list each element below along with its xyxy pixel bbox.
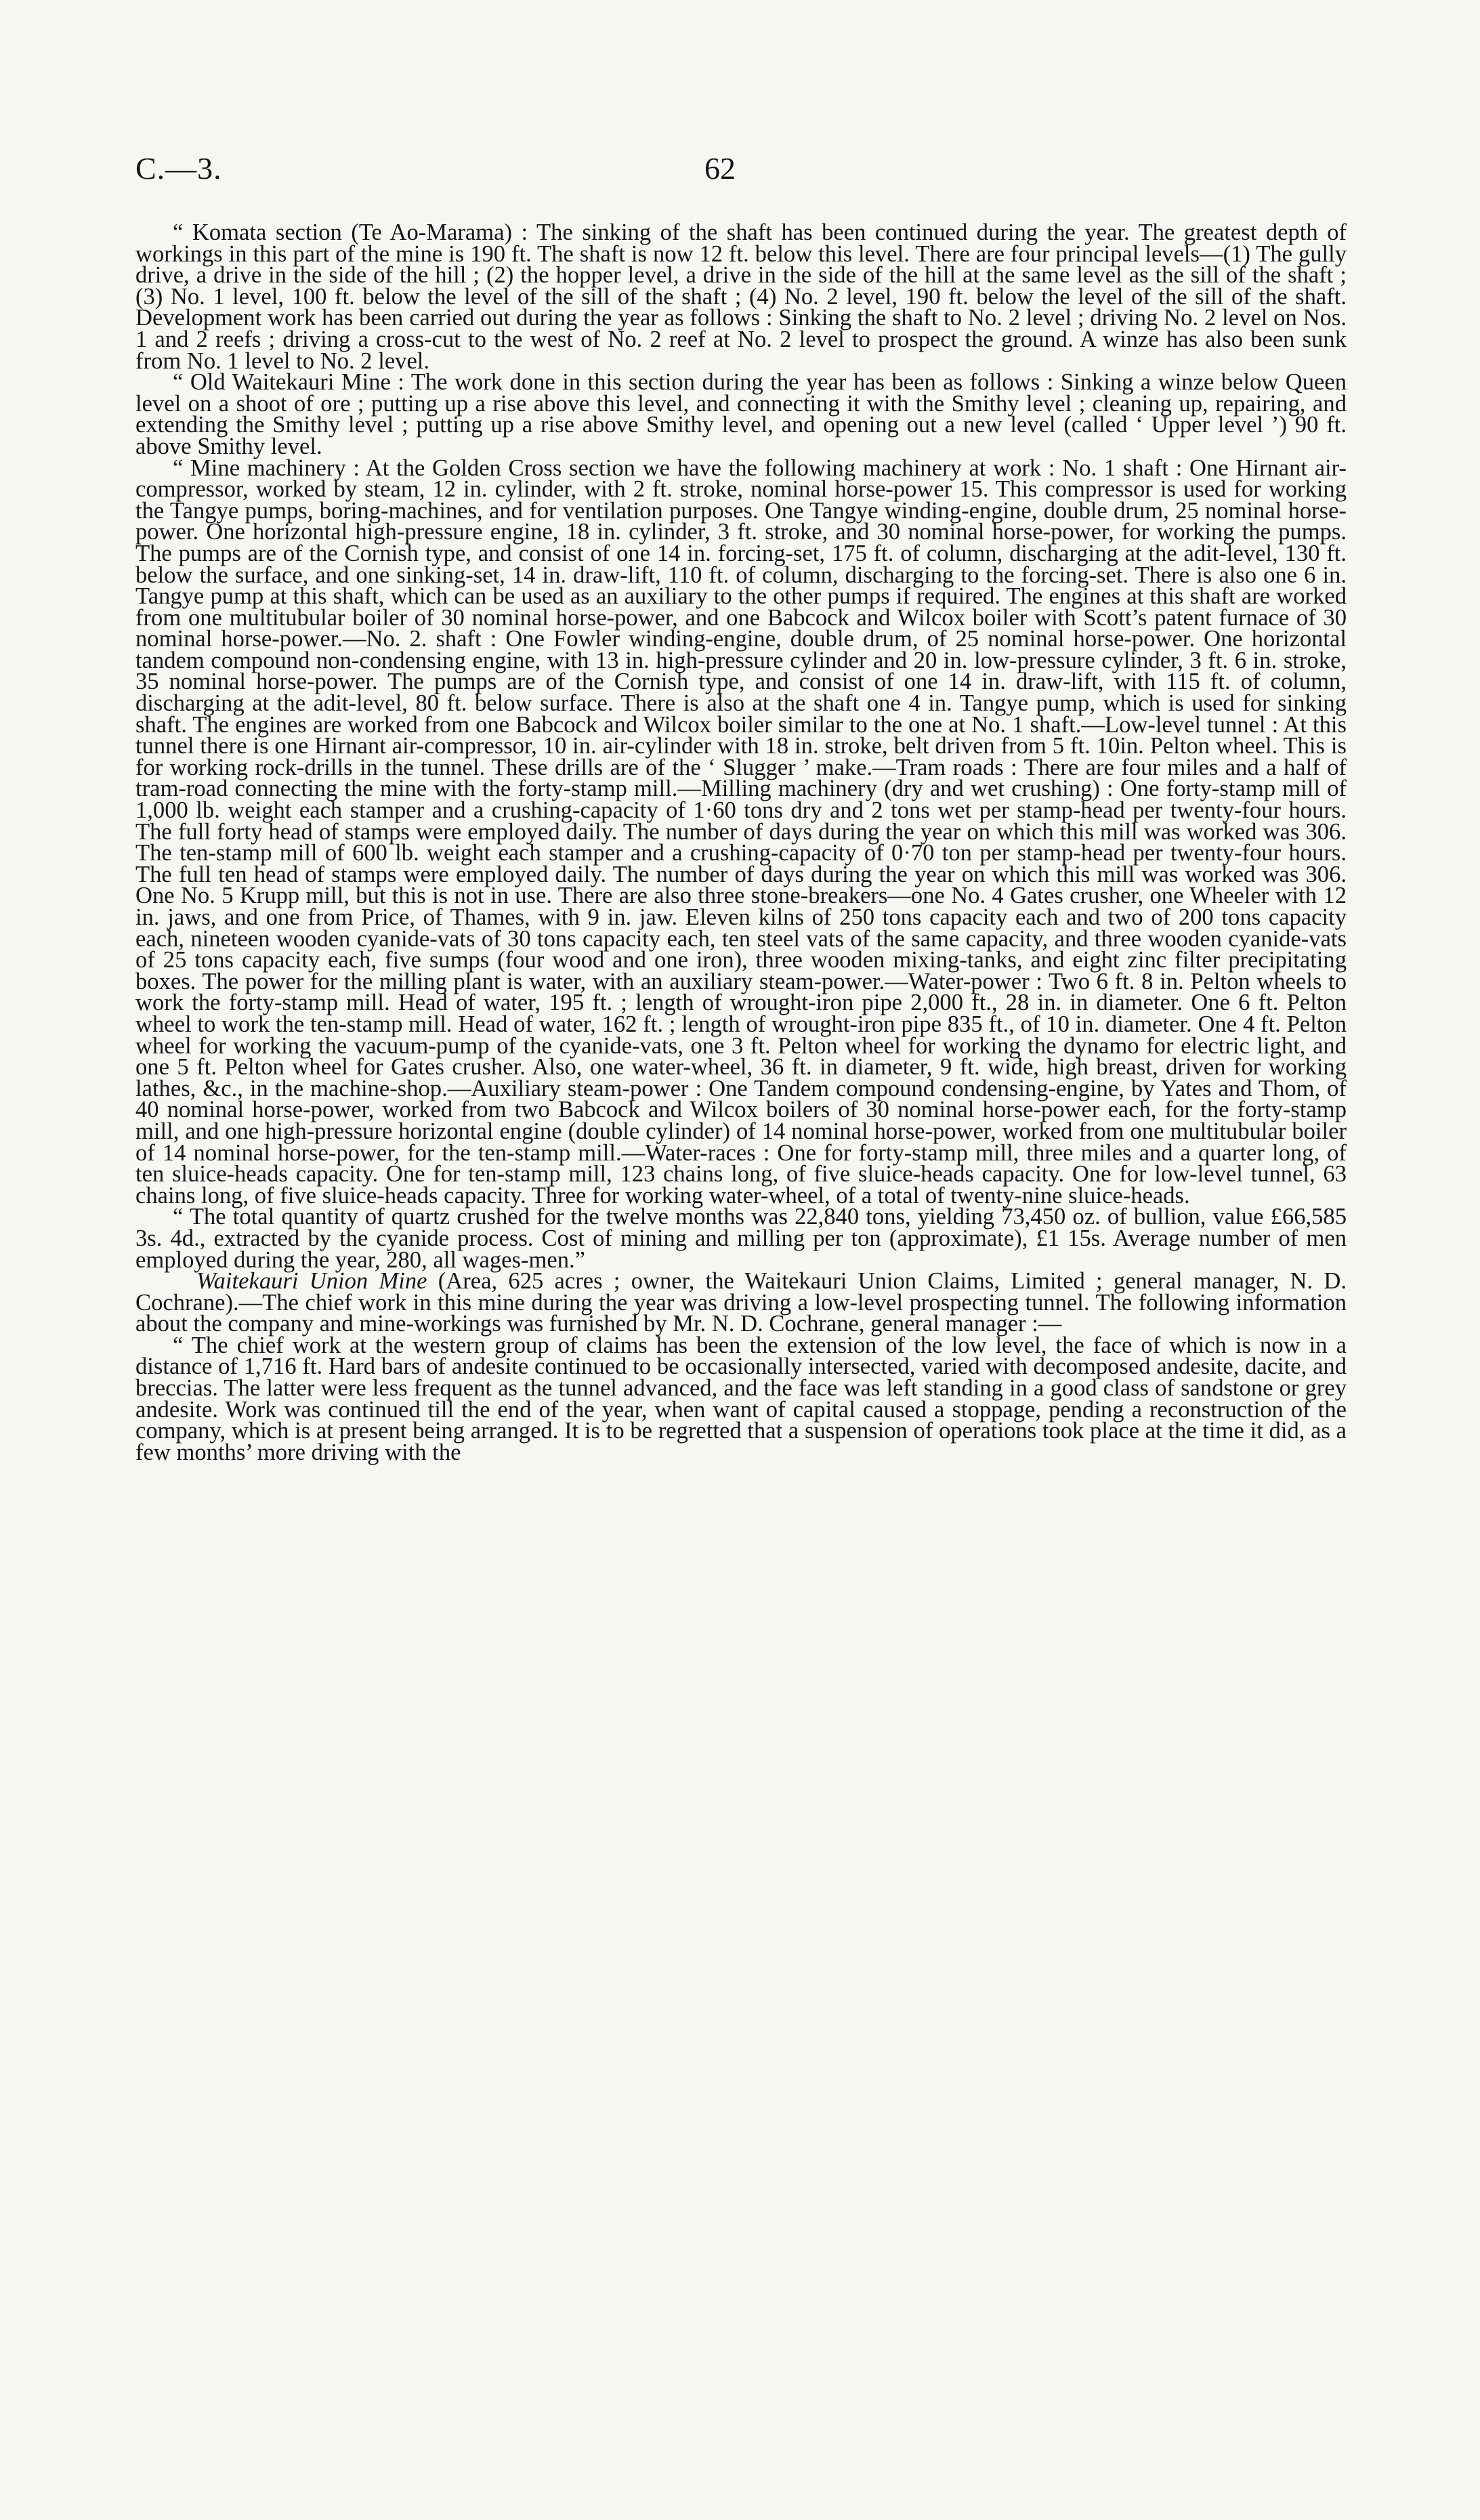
page-number: 62 xyxy=(704,151,736,186)
union-mine-description: (Area, 625 acres ; owner, the Waitekauri Union Claims, Limited ; general manager, N. D. Cochrane).—The chief work in this mine during the year was driving a low-level prospecting tunnel. The following information about the company and mine-workings was furnished by Mr. N. D. Cochrane, general manager :— xyxy=(135,1268,1347,1337)
document-reference: C.—3. xyxy=(135,151,222,186)
mine-name: Waitekauri Union Mine xyxy=(196,1268,427,1295)
paragraph-quartz-crushed: “ The total quantity of quartz crushed for the twelve months was 22,840 tons, yielding 73,450 oz. of bullion, value £66,585 3s. 4d., extracted by the cyanide process. Cost of mining and milling per ton (approximate), £1 15s. Average number of men employed during the year, 280, all wages-men.” xyxy=(135,1204,1347,1273)
paragraph-komata-section: “ Komata section (Te Ao-Marama) : The sinking of the shaft has been continued during the year. The greatest depth of workings in this part of the mine is 190 ft. The shaft is now 12 ft. below this level. There are four principal levels—(1) The gully drive, a drive in the side of the hill ; (2) the hopper level, a drive in the side of the hill at the same level as the sill of the shaft ; (3) No. 1 level, 100 ft. below the level of the sill of the shaft ; (4) No. 2 level, 190 ft. below the level of the sill of the shaft. Development work has been carried out during the year as follows : Sinking the shaft to No. 2 level ; driving No. 2 level on Nos. 1 and 2 reefs ; driving a cross-cut to the west of No. 2 reef at No. 2 level to prospect the ground. A winze has also been sunk from No. 1 level to No. 2 level. xyxy=(135,219,1347,374)
paragraph-waitekauri-union-mine xyxy=(135,1268,1347,1337)
page-header xyxy=(135,150,1348,198)
paragraph-western-group: “ The chief work at the western group of claims has been the extension of the low level, the face of which is now in a distance of 1,716 ft. Hard bars of andesite continued to be occasionally intersected, varied with decomposed andesite, dacite, and breccias. The latter were less frequent as the tunnel advanced, and the face was left standing in a good class of sandstone or grey andesite. Work was continued till the end of the year, when want of capital caused a stoppage, pending a reconstruction of the company, which is at present being arranged. It is to be regretted that a suspension of operations took place at the time it did, as a few months’ more driving with the xyxy=(135,1332,1347,1465)
paragraph-mine-machinery: “ Mine machinery : At the Golden Cross section we have the following machinery at work : No. 1 shaft : One Hirnant air-compressor, worked by steam, 12 in. cylinder, with 2 ft. stroke, nominal horse-power 15. This compressor is used for working the Tangye pumps, boring-machines, and for ventilation purposes. One Tangye winding-engine, double drum, 25 nominal horse-power. One horizontal high-pressure engine, 18 in. cylinder, 3 ft. stroke, and 30 nominal horse-power, for working the pumps. The pumps are of the Cornish type, and consist of one 14 in. forcing-set, 175 ft. of column, discharging at the adit-level, 130 ft. below the surface, and one sinking-set, 14 in. draw-lift, 110 ft. of column, discharging to the forcing-set. There is also one 6 in. Tangye pump at this shaft, which can be used as an auxiliary to the other pumps if required. The engines at this shaft are worked from one multitubular boiler of 30 nominal horse-power, and one Babcock and Wilcox boiler with Scott’s patent furnace of 30 nominal horse-power.—No. 2. shaft : One Fowler winding-engine, double drum, of 25 nominal horse-power. One horizontal tandem compound non-condensing engine, with 13 in. high-pressure cylinder and 20 in. low-pressure cylinder, 3 ft. 6 in. stroke, 35 nominal horse-power. The pumps are of the Cornish type, and consist of one 14 in. draw-lift, with 115 ft. of column, discharging at the adit-level, 80 ft. below surface. There is also at the shaft one 4 in. Tangye pump, which is used for sinking shaft. The engines are worked from one Babcock and Wilcox boiler similar to the one at No. 1 shaft.—Low-level tunnel : At this tunnel there is one Hirnant air-compressor, 10 in. air-cylinder with 18 in. stroke, belt driven from 5 ft. 10in. Pelton wheel. This is for working rock-drills in the tunnel. These drills are of the ‘ Slugger ’ make.—Tram roads : There are four miles and a half of tram-road connecting the mine with the forty-stamp mill.—Milling machinery (dry and wet crushing) : One forty-stamp mill of 1,000 lb. weight each stamper and a crushing-capacity of 1·60 tons dry and 2 tons wet per stamp-head per twenty-four hours. The full forty head of stamps were employed daily. The number of days during the year on which this mill was worked was 306. The ten-stamp mill of 600 lb. weight each stamper and a crushing-capacity of 0·70 ton per stamp-head per twenty-four hours. The full ten head of stamps were employed daily. The number of days during the year on which this mill was worked was 306. One No. 5 Krupp mill, but this is not in use. There are also three stone-breakers—one No. 4 Gates crusher, one Wheeler with 12 in. jaws, and one from Price, of Thames, with 9 in. jaw. Eleven kilns of 250 tons capacity each and two of 200 tons capacity each, nineteen wooden cyanide-vats of 30 tons capacity each, ten steel vats of the same capacity, and three wooden cyanide-vats of 25 tons capacity each, five sumps (four wood and one iron), three wooden mixing-tanks, and eight zinc filter precipitating boxes. The power for the milling plant is water, with an auxiliary steam-power.—Water-power : Two 6 ft. 8 in. Pelton wheels to work the forty-stamp mill. Head of water, 195 ft. ; length of wrought-iron pipe 2,000 ft., 28 in. in diameter. One 6 ft. Pelton wheel to work the ten-stamp mill. Head of water, 162 ft. ; length of wrought-iron pipe 835 ft., of 10 in. diameter. One 4 ft. Pelton wheel for working the vacuum-pump of the cyanide-vats, one 3 ft. Pelton wheel for working the dynamo for electric light, and one 5 ft. Pelton wheel for Gates crusher. Also, one water-wheel, 36 ft. in diameter, 9 ft. wide, high breast, driven for working lathes, &c., in the machine-shop.—Auxiliary steam-power : One Tandem compound condensing-engine, by Yates and Thom, of 40 nominal horse-power, worked from two Babcock and Wilcox boilers of 30 nominal horse-power each, for the forty-stamp mill, and one high-pressure horizontal engine (double cylinder) of 14 nominal horse-power, worked from one multitubular boiler of 14 nominal horse-power, for the ten-stamp mill.—Water-races : One for forty-stamp mill, three miles and a quarter long, of ten sluice-heads capacity. One for ten-stamp mill, 123 chains long, of five sluice-heads capacity. One for low-level tunnel, 63 chains long, of five sluice-heads capacity. Three for working water-wheel, of a total of twenty-nine sluice-heads. xyxy=(135,455,1347,1209)
paragraph-old-waitekauri-mine: “ Old Waitekauri Mine : The work done in this section during the year has been as follows : Sinking a winze below Queen level on a shoot of ore ; putting up a rise above this level, and connecting it with the Smithy level ; cleaning up, repairing, and extending the Smithy level ; putting up a rise above Smithy level, and opening out a new level (called ‘ Upper level ’) 90 ft. above Smithy level. xyxy=(135,369,1347,459)
body-text xyxy=(135,219,1347,1465)
